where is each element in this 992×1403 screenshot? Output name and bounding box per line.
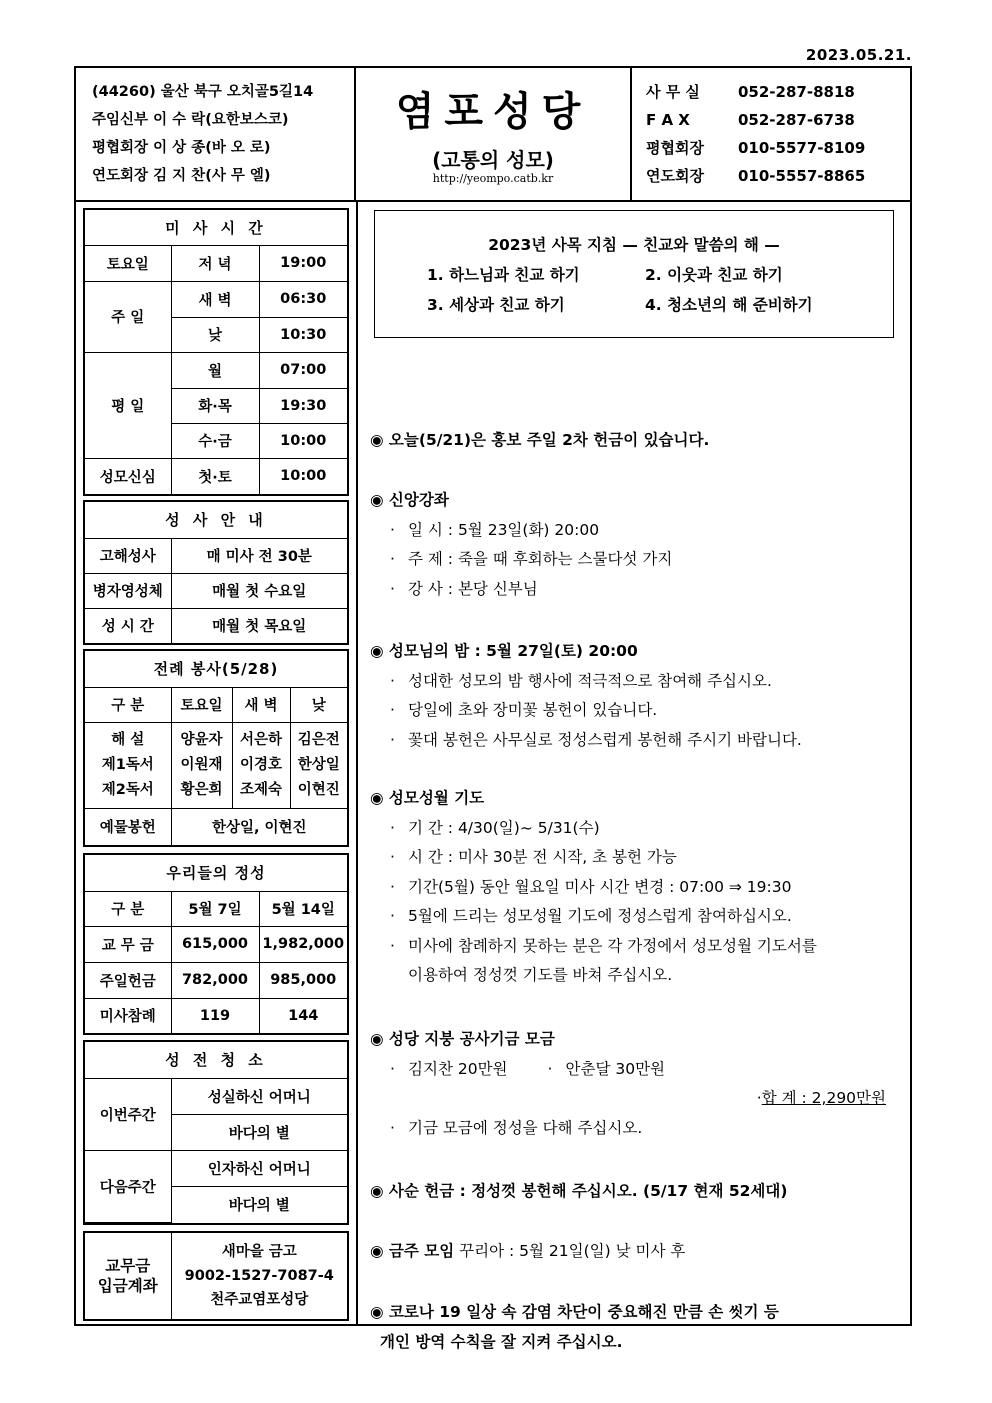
offering-title: 우리들의 정성 [85,855,347,891]
notice-lent-offering: ◉ 사순 헌금 : 정성껏 봉헌해 주십시오. (5/17 현재 52세대) [370,1182,788,1200]
contact-prayer: 연도회장 010-5557-8865 [646,167,866,185]
notice-faith-lecture: ◉ 신앙강좌 · 일 시 : 5월 23일(화) 20:00 · 주 제 : 죽을 때 후회하는 스물다섯 가지 · 강 사 : 본당 신부님 [370,491,673,598]
contact-council: 평협회장 010-5577-8109 [646,139,866,157]
pastoral-motto-box: 2023년 사목 지침 — 친교와 말씀의 해 — 1. 하느님과 친교 하기 2. 이웃과 친교 하기 3. 세상과 친교 하기 4. 청소년의 해 준비하기 [374,210,894,338]
title-block [354,68,632,200]
liturgy-box: 전례 봉사(5/28) 구 분 토요일 새 벽 낮 해 설 제1독서 제2독서 양윤자 이원재 황은희 서은하 이경호 조제숙 김은전 한상일 이현진 예물봉헌 한상일, 이현진 [83,649,349,847]
cleaning-title: 성 전 청 소 [85,1042,347,1078]
parish-url[interactable]: http://yeompo.catb.kr [432,172,554,185]
bulletin-frame [74,66,912,1351]
notice-roof-fund: ◉ 성당 지붕 공사기금 모금 · 김지찬 20만원 · 안춘달 30만원 ·합 계 : 2,290만원 · 기금 모금에 정성을 다해 주십시오. [370,1030,886,1137]
contact-list [646,78,906,190]
notice-weekly-meeting: ◉ 금주 모임 꾸리아 : 5월 21일(일) 낮 미사 후 [370,1242,686,1260]
liturgy-title: 전례 봉사(5/28) [85,651,347,687]
cleaning-box: 성 전 청 소 이번주간 성실하신 어머니 바다의 별 다음주간 인자하신 어머니 바다의 별 [83,1040,349,1225]
parish-subtitle: (고통의 성모) [432,148,554,172]
account-box: 교무금 입금계좌 새마을 금고 9002-1527-7087-4 천주교염포성당 [83,1231,349,1321]
mass-times-box: 미 사 시 간 토요일 저 녁 19:00 주 일 새 벽 06:30 낮 10:30 평 일 월 07:00 화·목 19:30 수·금 10:00 성모신심 첫·토 10:00 [83,208,349,496]
contact-fax: F A X 052-287-6738 [646,111,855,129]
prayer-president: 연도회장 김 지 찬(사 무 엘) [92,168,271,184]
issue-date: 2023.05.21. [805,46,912,64]
council-president: 평협회장 이 상 종(바 오 로) [92,140,271,156]
fund-total: 합 계 : 2,290만원 [761,1089,886,1107]
header [76,68,910,202]
notice-marian-night: ◉ 성모님의 밤 : 5월 27일(토) 20:00 · 성대한 성모의 밤 행사에 적극적으로 참여해 주십시오. · 당일에 초와 장미꽃 봉헌이 있습니다. · 꽃대 봉헌은 사무실로 정성스럽게 봉헌해 주시기 바랍니다. [370,642,802,749]
address: (44260) 울산 북구 오치골5길14 [92,84,314,100]
sacrament-title: 성 사 안 내 [85,502,347,538]
mass-times-title: 미 사 시 간 [85,210,347,245]
pastor: 주임신부 이 수 락(요한보스코) [92,112,289,128]
notice-marian-month-prayer: ◉ 성모성월 기도 · 기 간 : 4/30(일)~ 5/31(수) · 시 간 : 미사 30분 전 시작, 초 봉헌 가능 · 기간(5월) 동안 월요일 미사 시간 변경 : 07:00 ⇒ 19:30 · 5월에 드리는 성모성월 기도에 정성스럽게 참여하십시오. · 미사에 참례하지 못하는 분은 각 가정에서 성모성월 기도서를 이용하여 정성껏 기도를 바쳐 주십시오. [370,789,817,984]
motto-title: 2023년 사목 지침 — 친교와 말씀의 해 — [488,236,780,254]
left-column [76,202,358,1324]
parish-title: 염포성당 [395,89,591,135]
right-column [358,202,910,1351]
notice-covid: ◉ 코로나 19 일상 속 감염 차단이 중요해진 만큼 손 씻기 등 개인 방역 수칙을 잘 지켜 주십시오. [370,1303,779,1351]
offering-box: 우리들의 정성 구 분 5월 7일 5월 14일 교 무 금 615,000 1,982,000 주일헌금 782,000 985,000 미사참례 119 144 [83,853,349,1035]
notice-promotion-sunday: ◉ 오늘(5/21)은 홍보 주일 2차 헌금이 있습니다. [370,431,710,449]
contact-office: 사 무 실 052-287-8818 [646,83,855,101]
parish-info [92,78,362,190]
sacrament-box: 성 사 안 내 고해성사 매 미사 전 30분 병자영성체 매월 첫 수요일 성 시 간 매월 첫 목요일 [83,500,349,645]
